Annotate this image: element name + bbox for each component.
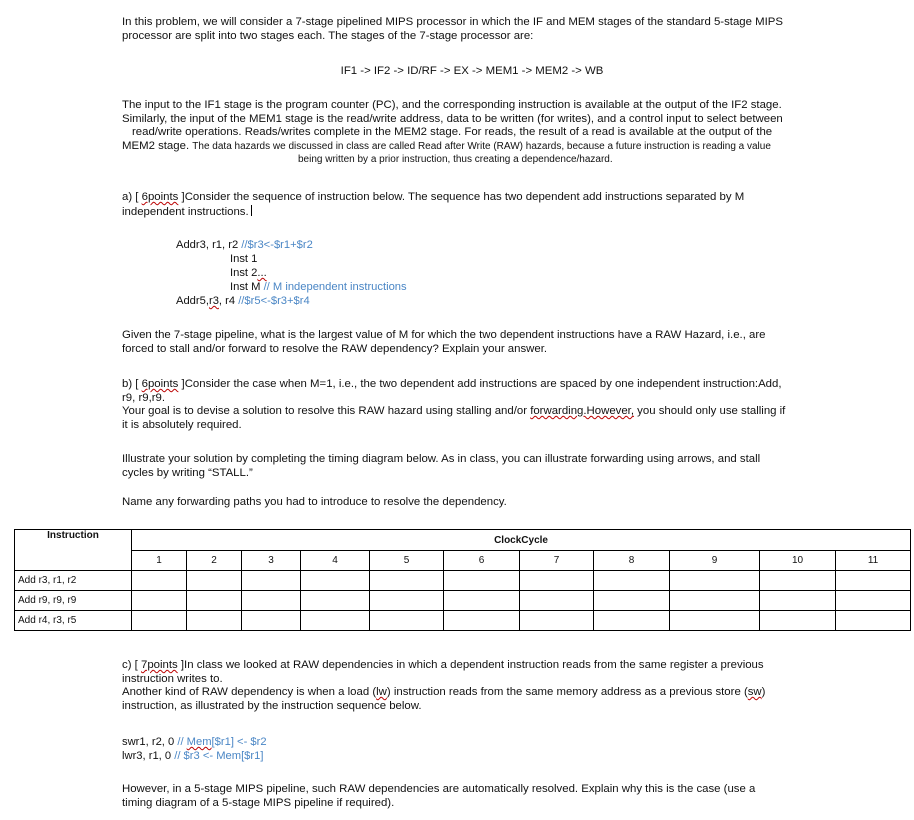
- part-c-code-line-1: [122, 735, 267, 749]
- desc-line-1: The input to the IF1 stage is the program counter (PC), and the corresponding instruction is available at the output of the IF2 stage.: [122, 99, 782, 111]
- part-a-text-2: independent instructions.: [122, 205, 249, 218]
- part-c-text-3e: ): [761, 686, 766, 698]
- timing-cell[interactable]: [836, 591, 911, 611]
- part-a-code-line-5: [176, 294, 310, 308]
- timing-cell[interactable]: [836, 571, 911, 591]
- part-a-code-line-4: [230, 280, 407, 294]
- part-b-heading: [122, 378, 822, 432]
- timing-cell[interactable]: [670, 591, 760, 611]
- part-a-points: 6points: [141, 191, 179, 203]
- timing-cell[interactable]: [301, 591, 370, 611]
- cycle-number: 5: [370, 551, 444, 571]
- illustrate-line-2: cycles by writing “STALL.”: [122, 466, 253, 479]
- timing-cell[interactable]: [520, 611, 594, 631]
- question-line-2: forced to stall and/or forward to resolve the RAW dependency? Explain your answer.: [122, 342, 548, 355]
- code-instr-rest: , r4: [218, 295, 239, 307]
- question-line-1: Given the 7-stage pipeline, what is the largest value of M for which the two dependent instructions have a RAW Hazard, i.e., are: [122, 329, 766, 341]
- part-b-goal-b: forwarding.However,: [530, 405, 635, 417]
- part-c-text-3a: Another kind of RAW dependency is when a load (: [122, 686, 377, 698]
- part-a-lead: a) [: [122, 191, 142, 203]
- code-instr: swr1, r2, 0: [122, 736, 178, 748]
- part-c-code-line-2: [122, 749, 263, 763]
- part-b-illustrate: [122, 453, 822, 480]
- desc-line-4b: The data hazards we discussed in class are called Read after Write (RAW) hazards, because a future instruction is reading a value: [192, 140, 771, 152]
- code-instr: lwr3, r1, 0: [122, 750, 175, 762]
- stage-sequence: IF1 -> IF2 -> ID/RF -> EX -> MEM1 -> MEM2 -> WB: [340, 65, 604, 77]
- part-a-question: [122, 329, 822, 356]
- part-c-points: 7points: [140, 659, 178, 671]
- part-c-text-1: ]In class we looked at RAW dependencies in which a dependent instruction reads from the same register a previous: [177, 659, 764, 671]
- timing-diagram-table: [14, 529, 911, 631]
- cycle-number: 1: [132, 551, 187, 571]
- desc-line-4a: MEM2 stage.: [122, 139, 190, 152]
- final-line-2: timing diagram of a 5-stage MIPS pipeline if required).: [122, 796, 395, 809]
- part-b-goal-c: you should only use stalling if: [634, 405, 786, 417]
- part-a-code-line-1: [176, 238, 313, 252]
- timing-cell[interactable]: [242, 591, 301, 611]
- timing-cell[interactable]: [670, 611, 760, 631]
- code-instr: Addr3, r1, r2: [176, 239, 242, 251]
- cycle-number-row: [15, 551, 911, 571]
- timing-cell[interactable]: [187, 611, 242, 631]
- code-comment: //: [177, 736, 187, 748]
- table-header-row: [15, 530, 911, 551]
- timing-cell[interactable]: [187, 571, 242, 591]
- code-comment: //$r3<-$r1+$r2: [241, 239, 313, 251]
- code-register: r3: [208, 295, 219, 307]
- illustrate-line-1: Illustrate your solution by completing the timing diagram below. As in class, you can illustrate forwarding using arrows, and stall: [122, 453, 761, 465]
- desc-line-3: read/write operations. Reads/writes complete in the MEM2 stage. For reads, the result of a read is available at the output of the: [132, 126, 773, 138]
- part-c-text-2: instruction writes to.: [122, 672, 223, 685]
- timing-cell[interactable]: [242, 611, 301, 631]
- timing-cell[interactable]: [301, 611, 370, 631]
- part-b-text-2: r9, r9,r9.: [122, 391, 166, 404]
- timing-cell[interactable]: [132, 571, 187, 591]
- timing-cell[interactable]: [301, 571, 370, 591]
- part-b-goal-a: Your goal is to devise a solution to resolve this RAW hazard using stalling and/or: [122, 405, 531, 417]
- code-comment-rest: [$r1] <- $r2: [211, 736, 267, 748]
- part-a-heading: [122, 191, 822, 219]
- code-comment-mem: Mem: [186, 736, 212, 748]
- table-row: [15, 591, 911, 611]
- code-instr: Inst M: [230, 281, 264, 293]
- timing-cell[interactable]: [132, 611, 187, 631]
- timing-cell[interactable]: [242, 571, 301, 591]
- text-cursor: [251, 205, 252, 216]
- timing-cell[interactable]: [132, 591, 187, 611]
- timing-cell[interactable]: [520, 571, 594, 591]
- cycle-number: 10: [760, 551, 836, 571]
- cycle-number: 3: [242, 551, 301, 571]
- instruction-header: Instruction: [15, 530, 132, 571]
- timing-cell[interactable]: [594, 591, 670, 611]
- timing-cell[interactable]: [444, 591, 520, 611]
- table-row: [15, 611, 911, 631]
- cycle-number: 4: [301, 551, 370, 571]
- timing-cell[interactable]: [370, 611, 444, 631]
- table-row: [15, 571, 911, 591]
- timing-cell[interactable]: [370, 571, 444, 591]
- part-b-forwarding-paths: Name any forwarding paths you had to introduce to resolve the dependency.: [122, 496, 507, 508]
- cycle-number: 11: [836, 551, 911, 571]
- pipeline-description: [122, 99, 822, 167]
- intro-line-1: In this problem, we will consider a 7-stage pipelined MIPS processor in which the IF and MEM stages of the standard 5-stage MIPS: [122, 16, 783, 28]
- timing-cell[interactable]: [594, 611, 670, 631]
- part-b-points: 6points: [141, 378, 179, 390]
- timing-cell[interactable]: [444, 611, 520, 631]
- part-c-text-3d: sw: [747, 686, 762, 698]
- part-b-lead: b) [: [122, 378, 142, 390]
- part-c-text-3c: ) instruction reads from the same memory address as a previous store (: [386, 686, 748, 698]
- code-number: 2: [251, 267, 258, 279]
- instruction-cell: Add r9, r9, r9: [15, 591, 132, 611]
- part-c-heading: [122, 659, 822, 713]
- timing-cell[interactable]: [836, 611, 911, 631]
- part-c-lead: c) [: [122, 659, 141, 671]
- instruction-cell: Add r4, r3, r5: [15, 611, 132, 631]
- part-a-code-line-2: Inst 1: [230, 253, 258, 265]
- cycle-number: 7: [520, 551, 594, 571]
- final-line-1: However, in a 5-stage MIPS pipeline, such RAW dependencies are automatically resolved. Explain why this is the case (use a: [122, 783, 756, 795]
- part-c-text-3b: lw: [376, 686, 387, 698]
- instruction-cell: Add r3, r1, r2: [15, 571, 132, 591]
- timing-cell[interactable]: [670, 571, 760, 591]
- clock-cycle-header: ClockCycle: [132, 530, 911, 551]
- timing-cell[interactable]: [760, 571, 836, 591]
- part-b-text-1: ]Consider the case when M=1, i.e., the two dependent add instructions are spaced by one independent instruction:Add,: [178, 378, 782, 390]
- part-a-text-1: ]Consider the sequence of instruction below. The sequence has two dependent add instructions separated by M: [178, 191, 745, 203]
- code-comment: // $r3 <- Mem[$r1]: [174, 750, 264, 762]
- timing-cell[interactable]: [760, 611, 836, 631]
- cycle-number: 2: [187, 551, 242, 571]
- timing-cell[interactable]: [444, 571, 520, 591]
- part-a-code-line-3: [230, 266, 267, 280]
- intro-line-2: processor are split into two stages each. The stages of the 7-stage processor are:: [122, 29, 534, 42]
- timing-cell[interactable]: [187, 591, 242, 611]
- part-c-final: [122, 783, 822, 810]
- code-comment: // M independent instructions: [263, 281, 407, 293]
- timing-cell[interactable]: [594, 571, 670, 591]
- part-c-text-4: instruction, as illustrated by the instruction sequence below.: [122, 699, 422, 712]
- code-instr: Inst: [230, 267, 252, 279]
- desc-line-2: Similarly, the input of the MEM1 stage is the read/write address, data to be written (for writes), and a control input to select between: [122, 112, 783, 125]
- cycle-number: 8: [594, 551, 670, 571]
- timing-cell[interactable]: [760, 591, 836, 611]
- intro-paragraph: [122, 16, 822, 43]
- part-b-goal-2: it is absolutely required.: [122, 418, 242, 431]
- cycle-number: 6: [444, 551, 520, 571]
- code-ellipsis: ...: [257, 267, 267, 279]
- desc-line-5: being written by a prior instruction, thus creating a dependence/hazard.: [298, 154, 613, 165]
- code-comment: //$r5<-$r3+$r4: [238, 295, 310, 307]
- code-instr: Addr5,: [176, 295, 209, 307]
- cycle-number: 9: [670, 551, 760, 571]
- timing-cell[interactable]: [370, 591, 444, 611]
- timing-cell[interactable]: [520, 591, 594, 611]
